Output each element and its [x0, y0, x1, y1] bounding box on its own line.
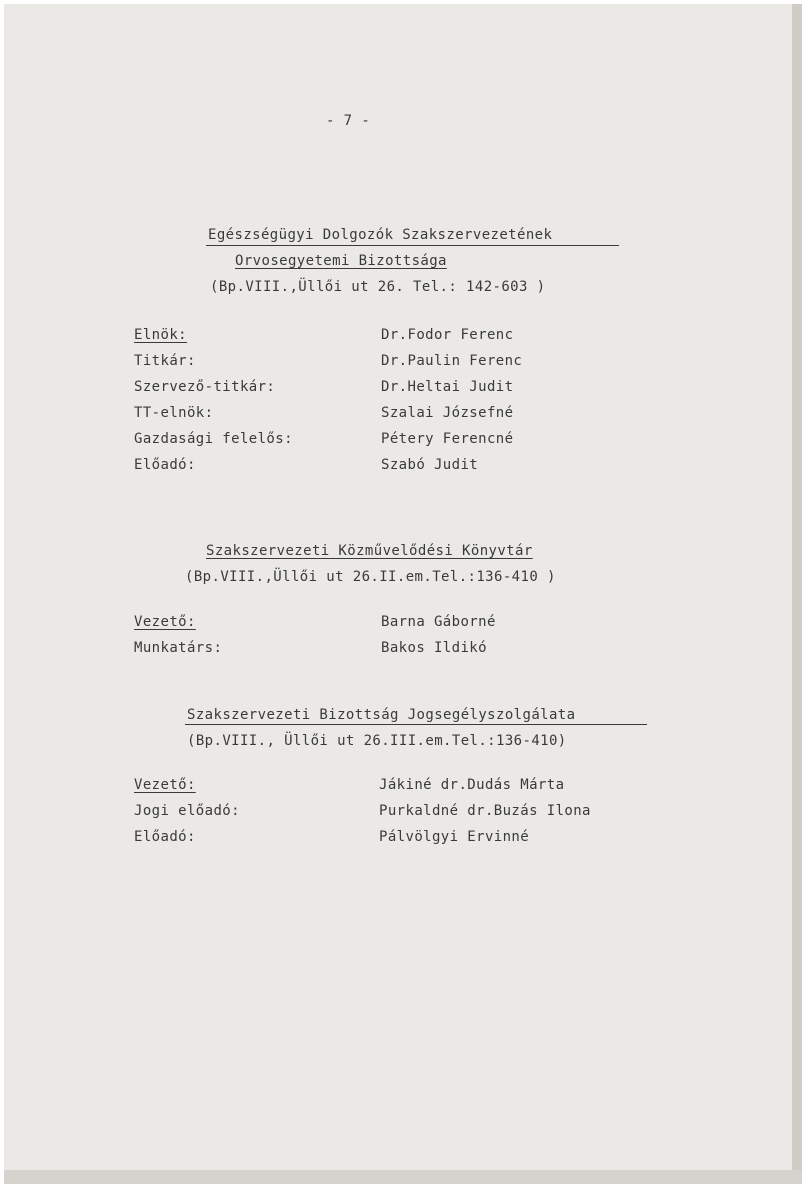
section3-name-1: Purkaldné dr.Buzás Ilona: [379, 803, 591, 819]
section1-name-4: Pétery Ferencné: [381, 431, 514, 447]
page-number: - 7 -: [326, 113, 371, 129]
section1-role-4: Gazdasági felelős:: [134, 431, 293, 447]
section2-name-1: Bakos Ildikó: [381, 640, 487, 656]
section3-role-1: Jogi előadó:: [134, 803, 240, 819]
section1-name-0: Dr.Fodor Ferenc: [381, 327, 514, 343]
section3-role-0: Vezető:: [134, 777, 196, 793]
section3-role-2: Előadó:: [134, 829, 196, 845]
section2-name-0: Barna Gáborné: [381, 614, 496, 630]
section2-role-1: Munkatárs:: [134, 640, 223, 656]
page-edge-right: [792, 4, 802, 1184]
section3-name-0: Jákiné dr.Dudás Márta: [379, 777, 565, 793]
section1-name-5: Szabó Judit: [381, 457, 479, 473]
section1-role-1: Titkár:: [134, 353, 196, 369]
section2-title: Szakszervezeti Közművelődési Könyvtár: [206, 543, 533, 559]
section1-address: (Bp.VIII.,Üllői ut 26. Tel.: 142-603 ): [210, 279, 546, 295]
section3-title: Szakszervezeti Bizottság Jogsegélyszolgálata: [187, 707, 576, 723]
section3-title-underline: [185, 724, 647, 725]
section2-address: (Bp.VIII.,Üllői ut 26.II.em.Tel.:136-410 ): [185, 569, 556, 585]
document-page: [4, 4, 802, 1184]
section1-role-5: Előadó:: [134, 457, 196, 473]
section1-role-2: Szervező-titkár:: [134, 379, 276, 395]
section2-role-0: Vezető:: [134, 614, 196, 630]
section3-name-2: Pálvölgyi Ervinné: [379, 829, 530, 845]
section1-title: Egészségügyi Dolgozók Szakszervezetének: [208, 227, 553, 243]
section1-name-1: Dr.Paulin Ferenc: [381, 353, 523, 369]
section1-role-0: Elnök:: [134, 327, 187, 343]
section1-title-underline: [206, 245, 619, 246]
section1-name-2: Dr.Heltai Judit: [381, 379, 514, 395]
page-edge-bottom: [4, 1170, 802, 1184]
section1-name-3: Szalai Józsefné: [381, 405, 514, 421]
section1-subtitle: Orvosegyetemi Bizottsága: [235, 253, 447, 269]
section1-role-3: TT-elnök:: [134, 405, 214, 421]
section3-address: (Bp.VIII., Üllői ut 26.III.em.Tel.:136-410): [187, 733, 567, 749]
